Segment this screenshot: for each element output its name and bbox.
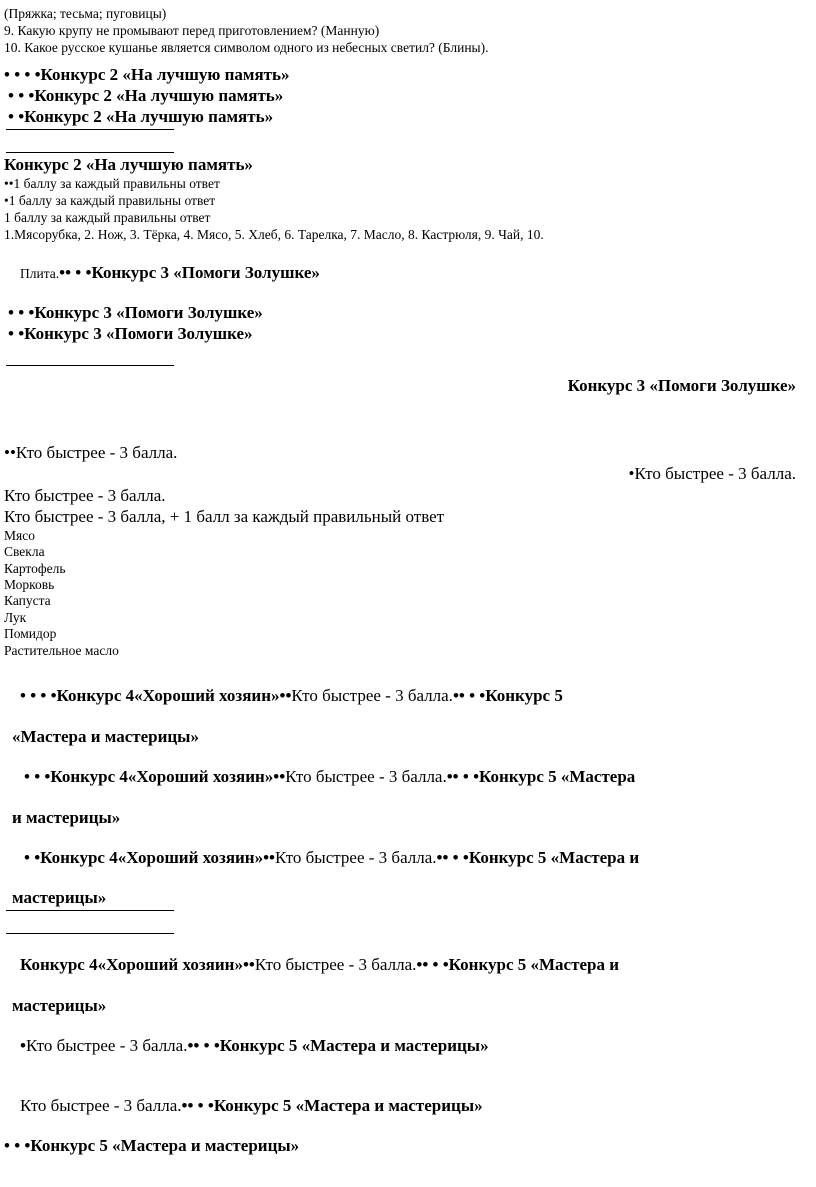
- scoring-line-fast: Кто быстрее - 3 балла.: [4, 485, 166, 505]
- heading-contest-5-wrap: «Мастера и мастерицы»: [12, 726, 199, 746]
- scoring-line: ••1 баллу за каждый правильны ответ: [4, 175, 220, 191]
- heading-contest-3-inline: •• • •Конкурс 3 «Помоги Золушке»: [59, 262, 320, 282]
- scoring-inline: Кто быстрее - 3 балла.: [20, 1095, 182, 1115]
- scoring-inline: Кто быстрее - 3 балла.: [285, 766, 447, 786]
- heading-contest-4-inline: • • • •Конкурс 4«Хороший хозяин»••: [20, 686, 292, 706]
- heading-contest-4-variant-3: [4, 829, 796, 888]
- list-item: Мясо: [4, 527, 35, 543]
- text-line: 9. Какую крупу не промывают перед приготовлением? (Манную): [4, 22, 380, 38]
- list-item: Морковь: [4, 577, 55, 592]
- scoring-line-fast: ••Кто быстрее - 3 балла.: [4, 443, 178, 463]
- heading-contest-2-variant-1: • • • •Конкурс 2 «На лучшую память»: [4, 64, 290, 84]
- heading-contest-5-wrap: мастерицы»: [12, 888, 107, 908]
- divider: [6, 129, 174, 130]
- list-item: Свекла: [4, 544, 45, 560]
- list-item: Растительное масло: [4, 642, 119, 658]
- heading-contest-4: [4, 936, 796, 995]
- divider: [6, 365, 174, 366]
- heading-contest-2: Конкурс 2 «На лучшую память»: [4, 154, 253, 174]
- heading-contest-4-variant-1: [4, 667, 796, 726]
- spacer: [4, 132, 796, 150]
- heading-contest-4-inline: • • •Конкурс 4«Хороший хозяин»••: [24, 766, 286, 786]
- scoring-inline: Кто быстрее - 3 балла.: [291, 686, 453, 706]
- heading-contest-3-variant-3: • •Конкурс 3 «Помоги Золушке»: [8, 324, 253, 344]
- heading-contest-5-inline: •• • •Конкурс 5 «Мастера и мастерицы»: [187, 1035, 489, 1055]
- heading-contest-5-inline: •• • •Конкурс 5: [452, 686, 563, 706]
- list-item: Капуста: [4, 593, 51, 609]
- divider: [6, 933, 174, 934]
- divider: [6, 152, 174, 153]
- heading-contest-5-wrap: мастерицы»: [12, 995, 107, 1015]
- list-item: Помидор: [4, 626, 57, 642]
- scoring-line: •1 баллу за каждый правильны ответ: [4, 192, 216, 208]
- scoring-line-fast: •Кто быстрее - 3 балла.: [628, 464, 796, 484]
- spacer: [4, 659, 796, 667]
- spacer: [4, 397, 796, 443]
- spacer: [4, 368, 796, 376]
- list-item: Картофель: [4, 560, 66, 576]
- scoring-inline: Кто быстрее - 3 балла.: [25, 1035, 188, 1055]
- heading-contest-2-variant-2: • • •Конкурс 2 «На лучшую память»: [8, 85, 284, 105]
- divider: [6, 910, 174, 911]
- heading-contest-3: Конкурс 3 «Помоги Золушке»: [567, 376, 796, 396]
- heading-contest-5-inline: •• • •Конкурс 5 «Мастера и: [416, 955, 619, 975]
- answers-line: 1.Мясорубка, 2. Нож, 3. Тёрка, 4. Мясо, 5. Хлеб, 6. Тарелка, 7. Масло, 8. Кастрюля, 9. Чай, 10.: [4, 226, 544, 242]
- heading-contest-3-variant-2: • • •Конкурс 3 «Помоги Золушке»: [8, 303, 263, 323]
- scoring-line-fast-bonus: Кто быстрее - 3 балла, + 1 балл за каждый правильный ответ: [4, 506, 445, 526]
- heading-contest-5: • • •Конкурс 5 «Мастера и мастерицы»: [4, 1136, 300, 1156]
- heading-contest-3-variant-1: [4, 244, 796, 303]
- scoring-inline: Кто быстрее - 3 балла.: [254, 955, 417, 975]
- scoring-contest-5-variant-1: [4, 1017, 796, 1076]
- scoring-inline: Кто быстрее - 3 балла.: [275, 847, 437, 867]
- heading-contest-4-inline: • •Конкурс 4«Хороший хозяин»••: [24, 847, 276, 867]
- heading-contest-5-inline: •• • •Конкурс 5 «Мастера и мастерицы»: [181, 1095, 483, 1115]
- spacer: [4, 345, 796, 363]
- text-line: (Пряжка; тесьма; пуговицы): [4, 6, 167, 21]
- scoring-line: 1 баллу за каждый правильны ответ: [4, 209, 211, 225]
- list-item: Лук: [4, 609, 27, 625]
- heading-contest-4-variant-2: [4, 748, 796, 807]
- bullet-marker: •: [20, 1035, 26, 1055]
- spacer: [4, 913, 796, 931]
- heading-contest-5-inline: •• • •Конкурс 5 «Мастера: [446, 766, 636, 786]
- heading-contest-5-wrap: и мастерицы»: [12, 807, 121, 827]
- answers-tail: Плита.: [20, 265, 60, 281]
- heading-contest-5-inline: •• • •Конкурс 5 «Мастера и: [436, 847, 640, 867]
- text-line: 10. Какое русское кушанье является символом одного из небесных светил? (Блины).: [4, 39, 489, 55]
- spacer: [4, 57, 796, 65]
- scoring-contest-5-variant-2: [4, 1077, 796, 1136]
- heading-contest-4-inline: Конкурс 4«Хороший хозяин»••: [20, 955, 255, 975]
- heading-contest-2-variant-3: • •Конкурс 2 «На лучшую память»: [8, 106, 274, 126]
